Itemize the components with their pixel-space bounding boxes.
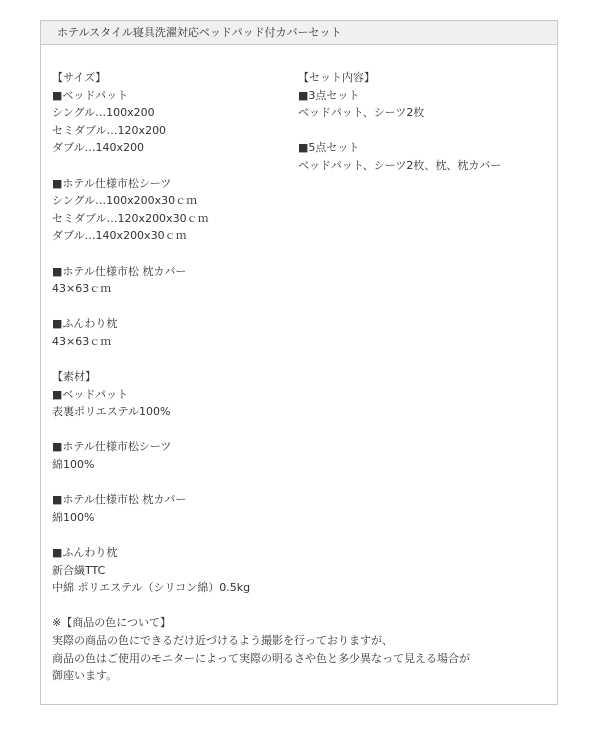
color-notice-section	[52, 614, 492, 684]
material-line: 中綿 ポリエステル（シリコン綿）0.5kg	[52, 581, 251, 595]
material-bedpad-section	[52, 368, 492, 421]
material-line: 綿100%	[52, 510, 95, 524]
material-pillowcase-section	[52, 491, 492, 526]
set-3pc-section	[298, 69, 548, 122]
material-line: 新合繊TTC	[52, 563, 106, 577]
size-line: 43×63ｃｍ	[52, 334, 112, 348]
material-sheets-section	[52, 438, 492, 473]
size-line: ダブル…140x200x30ｃｍ	[52, 229, 187, 243]
color-notice-text: 商品の色はご使用のモニターによって実際の明るさや色と多少異なって見える場合が	[52, 651, 470, 665]
pillowcase-label: ■ホテル仕様市松 枕カバー	[52, 264, 187, 278]
set-5pc-label: ■5点セット	[298, 141, 360, 155]
material-pillow-section	[52, 544, 492, 597]
set-contents-column	[298, 69, 548, 192]
size-pillow-section	[52, 315, 492, 350]
set-5pc-items: ベッドパット、シーツ2枚、枕、枕カバー	[298, 158, 502, 172]
set-5pc-section	[298, 139, 548, 174]
pillow-label: ■ふんわり枕	[52, 546, 118, 560]
size-line: セミダブル…120x200x30ｃｍ	[52, 211, 209, 225]
color-notice-text: 御座います。	[52, 669, 118, 683]
pillowcase-label: ■ホテル仕様市松 枕カバー	[52, 493, 187, 507]
set-3pc-items: ベッドパット、シーツ2枚	[298, 106, 425, 120]
material-line: 綿100%	[52, 458, 95, 472]
material-heading: 【素材】	[52, 370, 96, 384]
sheets-label: ■ホテル仕様市松シーツ	[52, 440, 172, 454]
size-line: シングル…100x200x30ｃｍ	[52, 194, 198, 208]
size-line: 43×63ｃｍ	[52, 282, 112, 296]
material-line: 表裏ポリエステル100%	[52, 405, 171, 419]
color-notice-text: 実際の商品の色にできるだけ近づけるよう撮影を行っておりますが、	[52, 634, 393, 647]
color-notice-heading: ※【商品の色について】	[52, 616, 171, 630]
set-contents-heading: 【セット内容】	[298, 71, 375, 84]
bedpad-label: ■ベッドパット	[52, 387, 129, 401]
size-pillowcase-section	[52, 263, 492, 298]
size-heading: 【サイズ】	[52, 71, 107, 84]
set-3pc-label: ■3点セット	[298, 88, 360, 102]
size-line: セミダブル…120x200	[52, 123, 167, 137]
sheets-label: ■ホテル仕様市松シーツ	[52, 176, 172, 190]
product-info-panel	[40, 20, 558, 705]
size-line: ダブル…140x200	[52, 141, 145, 155]
panel-title: ホテルスタイル寝具洗濯対応ベッドパッド付カバーセット	[41, 21, 557, 45]
pillow-label: ■ふんわり枕	[52, 317, 118, 331]
bedpad-label: ■ベッドパット	[52, 88, 129, 102]
size-line: シングル…100x200	[52, 106, 155, 120]
